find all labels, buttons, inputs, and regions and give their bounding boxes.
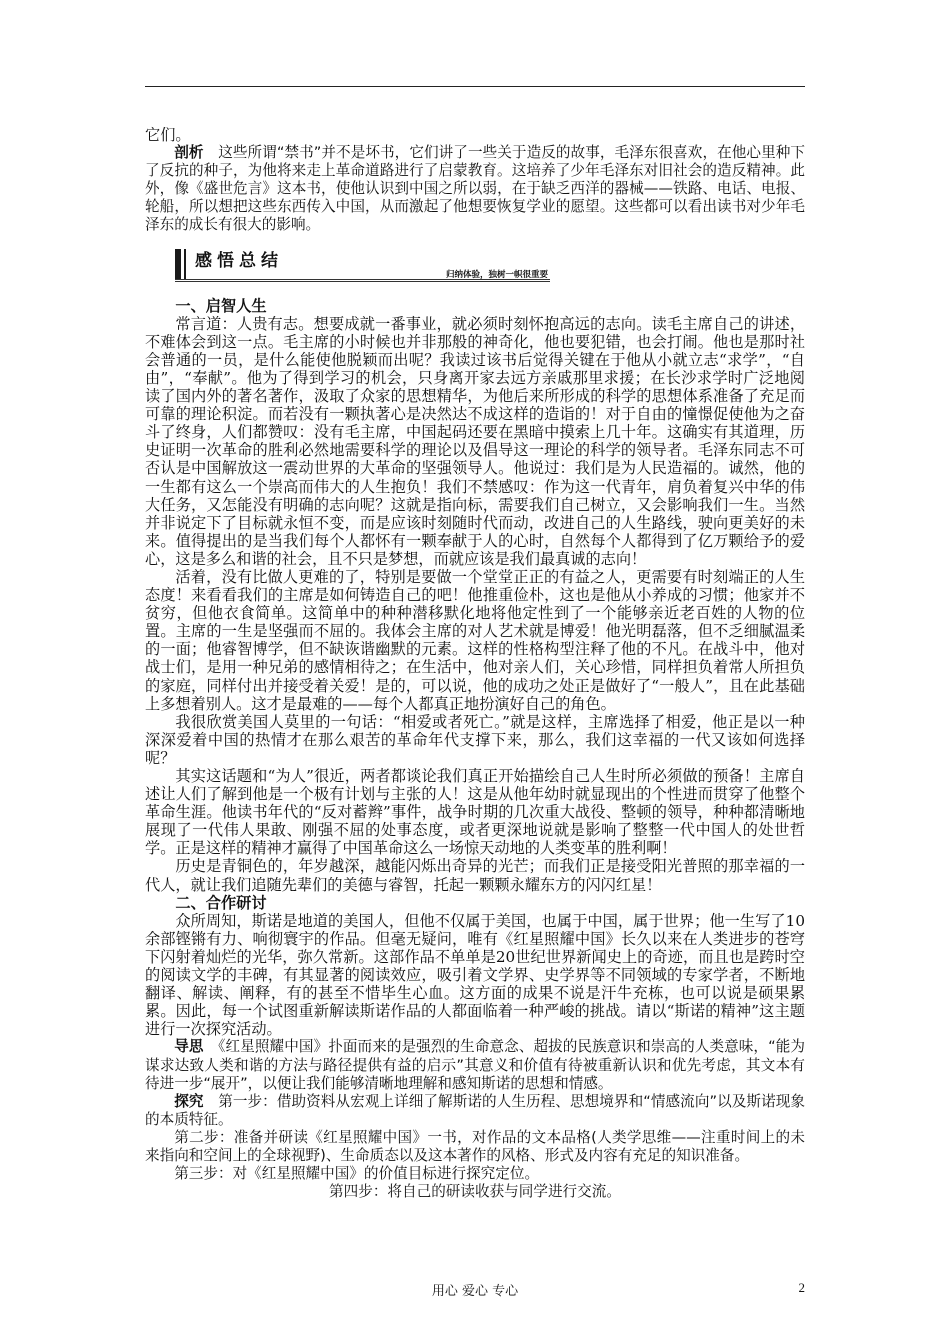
section-banner	[175, 247, 550, 283]
guide-text: 《红星照耀中国》扑面而来的是强烈的生命意念、超拔的民族意识和崇高的人类意味，“能为谋求达致人类和谐的方法与路径提供有益的启示”其意义和价值有待被重新认识和优先考虑，其文本有待进一步“展开”，以便让我们能够清晰地理解和感知斯诺的思想和情感。	[145, 1038, 805, 1092]
paragraph-explore	[145, 1093, 805, 1129]
page-number: 2	[798, 1280, 805, 1295]
banner-bar-thin	[184, 249, 186, 279]
explore-label: 探究	[174, 1092, 204, 1110]
section1-paragraph: 活着，没有比做人更难的了，特别是要做一个堂堂正正的有益之人，更需要有时刻端正的人生态度！来看看我们的主席是如何铸造自己的吧！他推重俭朴，这也是他从小养成的习惯；他家并不贫穷，但他衣食简单。这简单中的种种潜移默化地将他定性到了一个能够亲近老百姓的人物的位置。主席的一生是坚强而不屈的。我体会主席的对人艺术就是博爱！他光明磊落，但不乏细腻温柔的一面；他睿智博学，但不缺诙谐幽默的元素。这样的性格构型注释了他的不凡。在战斗中，他对战士们，是用一种兄弟的感情相待之；在生活中，他对亲人们，关心珍惜，同样担负着常人所担负的家庭，同样付出并接受着关爱！是的，可以说，他的成功之处正是做好了“一般人”，且在此基础上多想着别人。这才是最难的——每个人都真正地扮演好自己的角色。	[145, 567, 805, 713]
paragraph-guide	[145, 1038, 805, 1092]
explore-step: 第二步：准备并研读《红星照耀中国》一书，对作品的文本品格(人类学思维——注重时间上的未来指向和空间上的全球视野)、生命质态以及这本著作的风格、形式及内容有充足的知识准备。	[145, 1128, 805, 1164]
paragraph-lead: 它们。	[145, 126, 191, 144]
banner-subtitle: 归纳体验，独树一帜很重要	[445, 269, 548, 280]
paragraph-analysis	[145, 144, 805, 234]
document-body	[145, 126, 805, 1201]
analysis-label: 剖析	[174, 144, 204, 162]
banner-rule	[175, 279, 550, 282]
section1-paragraph: 其实这话题和“为人”很近，两者都谈论我们真正开始描绘自己人生时所必须做的预备！主席自述让人们了解到他是一个极有计划与主张的人！这是从他年幼时就显现出的个性进而贯穿了他整个革命生涯。他读书年代的“反对蓄辫”事件，战争时期的几次重大战役、整顿的领导，种种都清晰地展现了一代伟人果敢、刚强不屈的处事态度，或者更深地说就是影响了整整一代中国人的处世哲学。正是这样的精神才赢得了中国革命这么一场惊天动地的人类变革的胜利啊！	[145, 767, 805, 858]
header-rule	[145, 86, 805, 87]
banner-bar	[175, 249, 181, 279]
section2-intro: 众所周知，斯诺是地道的美国人，但他不仅属于美国，也属于中国，属于世界；他一生写了10余部铿锵有力、响彻寰宇的作品。但毫无疑问，唯有《红星照耀中国》长久以来在人类进步的苍穹下闪射着灿烂的光华，弥久常新。这部作品不单单是20世纪世界新闻史上的奇迹，而且也是跨时空的阅读文学的丰碑，有其显著的阅读效应，吸引着文学界、史学界等不同领域的专家学者，不断地翻译、解读、阐释，有的甚至不惜毕生心血。这方面的成果不说是汗牛充栋，也可以说是硕果累累。因此，每一个试图重新解读斯诺作品的人都面临着一种严峻的挑战。请以“斯诺的精神”这主题进行一次探究活动。	[145, 911, 805, 1039]
guide-label: 导思	[174, 1038, 204, 1056]
banner-title: 感悟总结	[195, 250, 283, 271]
section1-paragraph: 历史是青铜色的，年岁越深，越能闪烁出奇异的光芒；而我们正是接受阳光普照的那幸福的一代人，就让我们追随先辈们的美德与睿智，托起一颗颗永耀东方的闪闪红星！	[145, 857, 805, 894]
explore-step: 第三步：对《红星照耀中国》的价值目标进行探究定位。	[174, 1165, 540, 1183]
section2-heading: 二、合作研讨	[175, 893, 267, 912]
explore-step: 第四步：将自己的研读收获与同学进行交流。	[329, 1183, 621, 1201]
explore-step: 第一步：借助资料从宏观上详细了解斯诺的人生历程、思想境界和“情感流向”以及斯诺现象的本质特征。	[145, 1092, 805, 1128]
analysis-text: 这些所谓“禁书”并不是坏书，它们讲了一些关于造反的故事，毛泽东很喜欢，在他心里种下了反抗的种子，为他将来走上革命道路进行了启蒙教育。这培养了少年毛泽东对旧社会的造反精神。此外，像《盛世危言》这本书，使他认识到中国之所以弱，在于缺乏西洋的器械——铁路、电话、电报、轮船，所以想把这些东西传入中国，从而激起了他想要恢复学业的愿望。这些都可以看出读书对少年毛泽东的成长有很大的影响。	[145, 144, 805, 234]
footer-motto: 用心 爱心 专心	[431, 1284, 519, 1299]
section1-heading: 一、启智人生	[175, 296, 267, 315]
section1-paragraph: 常言道：人贵有志。想要成就一番事业，就必须时刻怀抱高远的志向。读毛主席自己的讲述，不难体会到这一点。毛主席的小时候也并非那般的神奇化，他也要犯错，也会打闹。他也是那时社会普通的一员，是什么能使他脱颖而出呢？我读过该书后觉得关键在于他从小就立志“求学”，“自由”，“奉献”。他为了得到学习的机会，只身离开家去远方亲戚那里求援；在长沙求学时广泛地阅读了国内外的著名著作，汲取了众家的思想精华，为他后来所形成的科学的思想体系准备了充足而可靠的理论积淀。而若没有一颗执著心是决然达不成这样的造诣的！对于自由的憧憬促使他为之奋斗了终身，人们都赞叹：没有毛主席，中国起码还要在黑暗中摸索上几十年。这确实有其道理，历史证明一次革命的胜利必然地需要科学的理论以及倡导这一理论的科学的领导者。毛泽东同志不可否认是中国解放这一震动世界的大革命的坚强领导人。他说过：我们是为人民造福的。诚然，他的一生都有这么一个崇高而伟大的人生抱负！我们不禁感叹：作为这一代青年，肩负着复兴中华的伟大任务，又怎能没有明确的志向呢？这就是指向标，需要我们自己树立，又会影响我们一生。当然并非说定下了目标就永恒不变，而是应该时刻随时代而动，改进自己的人生路线，驶向更美好的未来。值得提出的是当我们每个人都怀有一颗奉献于人的心时，自然每个人都得到了亿万颗给予的爱心，这是多么和谐的社会，且不只是梦想，而就应该是我们最真诚的志向！	[145, 314, 805, 568]
section1-paragraph: 我很欣赏美国人莫里的一句话：“相爱或者死亡。”就是这样，主席选择了相爱，他正是以一种深深爱着中国的热情才在那么艰苦的革命年代支撑下来，那么，我们这幸福的一代又该如何选择呢？	[145, 712, 805, 767]
page-footer	[145, 1280, 805, 1300]
